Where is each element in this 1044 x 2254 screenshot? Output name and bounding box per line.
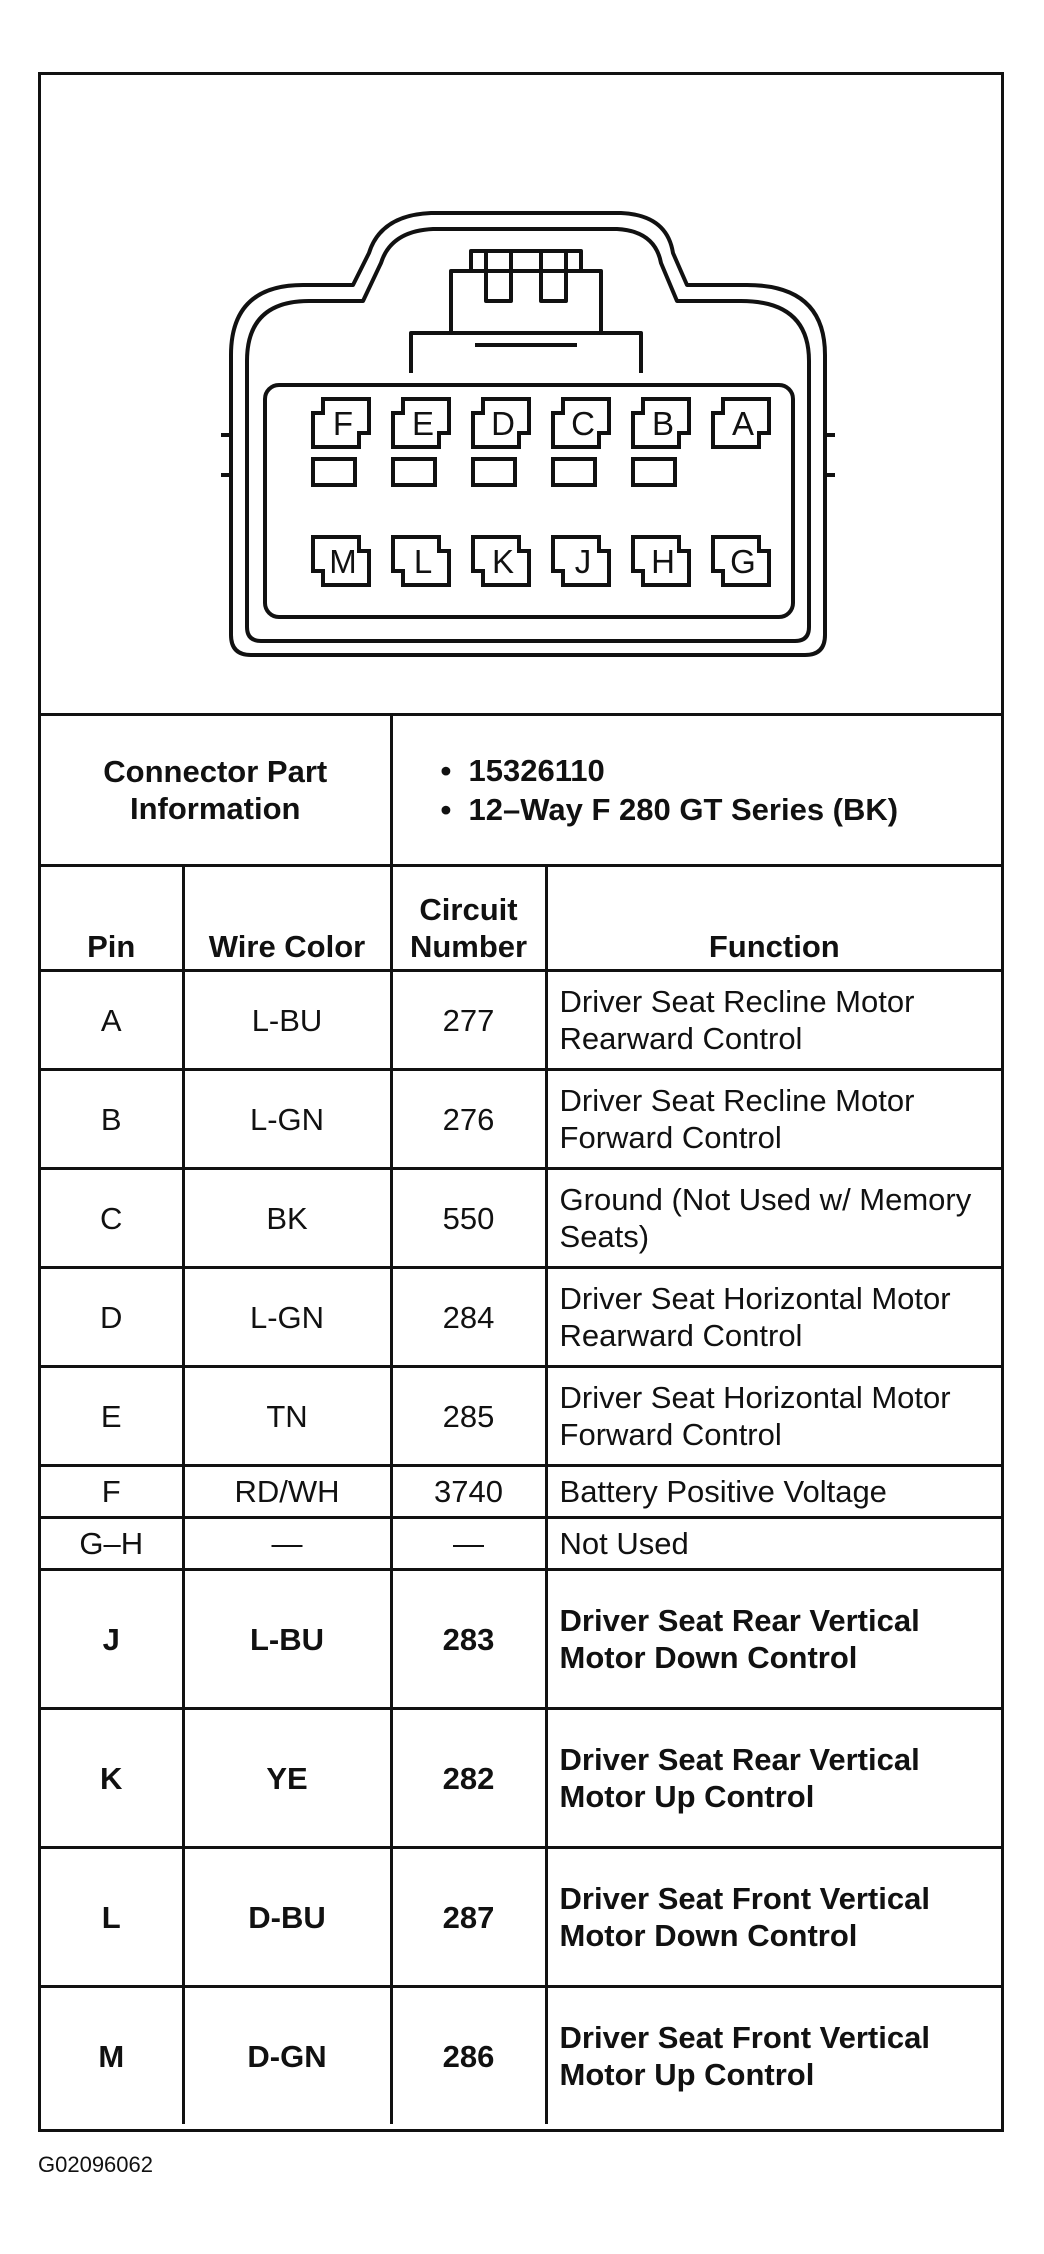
cell-pin: K [41, 1709, 183, 1848]
pin-h [633, 537, 689, 585]
table-row [41, 1169, 1001, 1268]
pin-a [713, 399, 769, 447]
cell-pin: F [41, 1466, 183, 1518]
pin-d [473, 399, 529, 447]
pin-label-b: B [651, 405, 675, 442]
cell-function: Not Used [546, 1518, 1001, 1570]
pin-label-k: K [491, 543, 515, 580]
cell-function: Driver Seat Horizontal Motor Forward Control [546, 1367, 1001, 1466]
cell-circuit-number: 276 [391, 1070, 546, 1169]
table-row [41, 1268, 1001, 1367]
cell-pin: M [41, 1987, 183, 2125]
cell-circuit-number: 3740 [391, 1466, 546, 1518]
pin-label-m: M [329, 543, 357, 580]
table-row [41, 971, 1001, 1070]
pin-label-l: L [413, 543, 433, 580]
cell-pin: L [41, 1848, 183, 1987]
cell-pin: A [41, 971, 183, 1070]
pin-k [473, 537, 529, 585]
cell-function: Battery Positive Voltage [546, 1466, 1001, 1518]
cell-circuit-number: 550 [391, 1169, 546, 1268]
pin-e [393, 399, 449, 447]
pin-label-j: J [574, 543, 592, 580]
cell-wire-color: BK [183, 1169, 391, 1268]
pin-label-d: D [491, 405, 515, 442]
lock-latch-base [411, 333, 641, 373]
table-row [41, 1570, 1001, 1709]
cell-circuit-number: 277 [391, 971, 546, 1070]
pin-b [633, 399, 689, 447]
cell-circuit-number: 285 [391, 1367, 546, 1466]
cell-wire-color: D-BU [183, 1848, 391, 1987]
pinout-table [41, 716, 1001, 2124]
cell-pin: B [41, 1070, 183, 1169]
cell-pin: D [41, 1268, 183, 1367]
cell-function: Driver Seat Recline Motor Rearward Control [546, 971, 1001, 1070]
pin-label-e: E [411, 405, 435, 442]
header-wire-color: Wire Color [183, 866, 391, 971]
table-row [41, 1848, 1001, 1987]
cell-pin: G–H [41, 1518, 183, 1570]
table-row [41, 1367, 1001, 1466]
cell-pin: J [41, 1570, 183, 1709]
connector-face-diagram [41, 75, 1001, 716]
cell-wire-color: L-BU [183, 971, 391, 1070]
cell-function: Driver Seat Rear Vertical Motor Up Control [546, 1709, 1001, 1848]
cell-circuit-number: 283 [391, 1570, 546, 1709]
header-circuit-number: Circuit Number [391, 866, 546, 971]
cell-pin: E [41, 1367, 183, 1466]
cell-wire-color: TN [183, 1367, 391, 1466]
pin-label-a: A [731, 405, 755, 442]
pin-l [393, 537, 449, 585]
pin-g [713, 537, 769, 585]
connector-part-info-label: Connector Part Information [41, 716, 391, 866]
pin-m [313, 537, 369, 585]
cell-wire-color: D-GN [183, 1987, 391, 2125]
pin-j [553, 537, 609, 585]
connector-series: • 12–Way F 280 GT Series (BK) [441, 791, 1002, 828]
cell-wire-color: — [183, 1518, 391, 1570]
cell-function: Ground (Not Used w/ Memory Seats) [546, 1169, 1001, 1268]
pin-label-h: H [651, 543, 675, 580]
connector-part-info [391, 716, 1001, 866]
cell-function: Driver Seat Front Vertical Motor Up Control [546, 1987, 1001, 2125]
pin-label-g: G [730, 543, 756, 580]
cell-wire-color: L-GN [183, 1268, 391, 1367]
cell-pin: C [41, 1169, 183, 1268]
table-row [41, 1466, 1001, 1518]
connector-drawing [41, 75, 1001, 713]
cell-circuit-number: 284 [391, 1268, 546, 1367]
figure-id: G02096062 [38, 2152, 153, 2177]
header-function: Function [546, 866, 1001, 971]
table-row [41, 1070, 1001, 1169]
cell-circuit-number: 286 [391, 1987, 546, 2125]
connector-sheet [38, 72, 1004, 2132]
pin-f [313, 399, 369, 447]
cell-function: Driver Seat Horizontal Motor Rearward Control [546, 1268, 1001, 1367]
lock-latch-slots [486, 251, 566, 301]
cell-function: Driver Seat Recline Motor Forward Control [546, 1070, 1001, 1169]
lock-latch-body [451, 271, 601, 333]
cell-function: Driver Seat Rear Vertical Motor Down Control [546, 1570, 1001, 1709]
pin-label-f: F [332, 405, 354, 442]
part-number: • 15326110 [441, 752, 1002, 789]
cell-circuit-number: — [391, 1518, 546, 1570]
cell-circuit-number: 287 [391, 1848, 546, 1987]
cell-wire-color: L-BU [183, 1570, 391, 1709]
cell-wire-color: YE [183, 1709, 391, 1848]
table-row [41, 1987, 1001, 2125]
pin-c [553, 399, 609, 447]
cell-function: Driver Seat Front Vertical Motor Down Control [546, 1848, 1001, 1987]
table-row [41, 1709, 1001, 1848]
table-row [41, 1518, 1001, 1570]
keying-slots [313, 459, 675, 485]
header-pin: Pin [41, 866, 183, 971]
cell-wire-color: RD/WH [183, 1466, 391, 1518]
cell-circuit-number: 282 [391, 1709, 546, 1848]
cell-wire-color: L-GN [183, 1070, 391, 1169]
pin-label-c: C [571, 405, 595, 442]
